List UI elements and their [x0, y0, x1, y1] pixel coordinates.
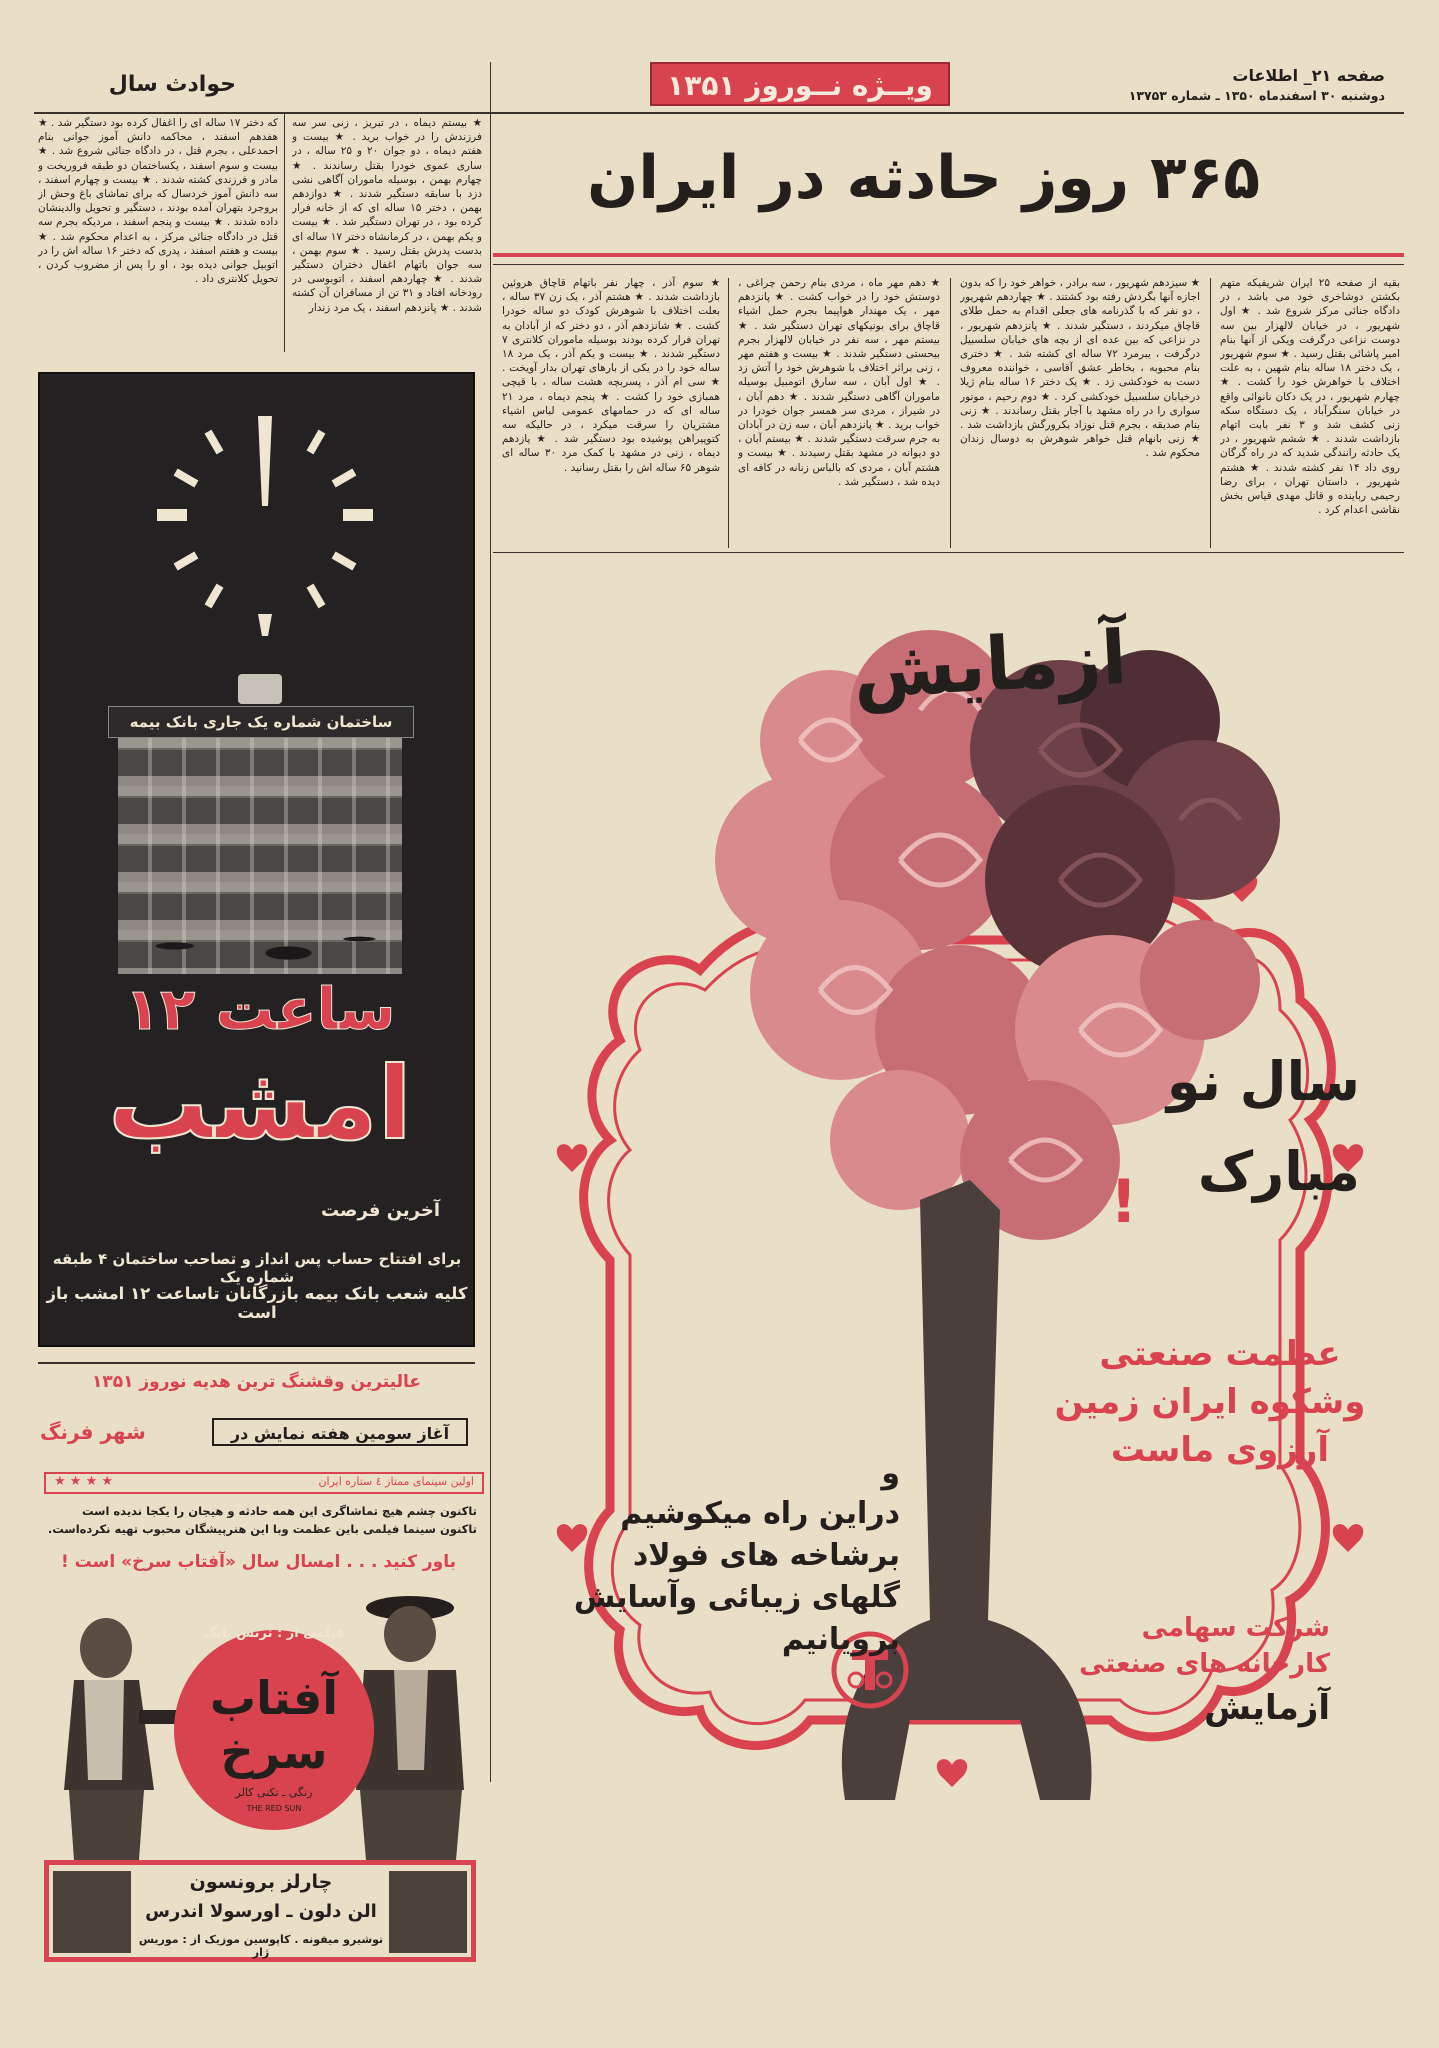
time-text: ساعت ۱۲	[124, 975, 396, 1043]
building-logo	[238, 674, 282, 704]
cast-line-2: الن دلون ـ اورسولا اندرس	[145, 1901, 377, 1922]
heart-ornament	[1333, 1524, 1363, 1552]
top-rule	[34, 112, 1404, 114]
cinema-name: شهر فرنگ	[40, 1420, 146, 1444]
column-divider	[1210, 278, 1211, 548]
film-title-2: سرخ	[220, 1725, 328, 1779]
greeting-line-1: سال نو	[1166, 1050, 1360, 1113]
red-line-2: وشکوه ایران زمین	[1054, 1382, 1366, 1422]
believe-text: باور کنید . . . امسال سال «آفتاب سرخ» است !	[60, 1552, 457, 1572]
article-column-1: بقیه از صفحه ۲۵ ایران شریفیکه متهم بکشتن دوشاخری خود می باشد ، در دادگاه جنائی مرکز شروع شد . ★ اول شهریور ، در خیابان لالهزار بین سه دوست نزاعی درگرفت ویکی از آنها بنام امیر پاشائی بقتل رسید . ★ سوم شهریور ، یک دختر ۱۸ ساله بنام شهین ، به علت اختلاف با خواهرش خود را کشت . ★ چهارم شهریور ، در یک دکان نانوائی واقع در خیابان سنگرآباد ، یک دستگاه سکه زنی کشف شد و ۳ نفر بابت اتهام بازداشت شدند . ★ ششم شهریور ، در یک حادثه رانندگی شدید که در راه گرگان روی داد ۱۴ نفر کشته شدند . ★ هشتم شهریور ، داستان تهران ، برای رضا رحیمی رباینده و قاتل مهدی قیاس بخش نقاشی اعدام کرد .	[1220, 277, 1400, 517]
article-column-3: ★ دهم مهر ماه ، مردی بنام رحمن چراغی ، دوستش خود را در خواب کشت . ★ پانزدهم مهر ، یک مهندار هواپیما بجرم حمل اشیاء قاچاق برای بونیکهای تهران دستگیر شد . ★ بیستم مهر ، سه نفر در خیابان لالهزار بجرم بیحستی دستگیر شدند . ★ بیست و هفتم مهر ، زنی براثر اختلاف با شوهرش خود را آتش زد . ★ اول آبان ، سه سارق اتومبیل بوسیله ماموران آگاهی دستگیر شدند . ★ دهم آبان ، در شیراز ، مردی سر همسر جوان خودرا در خواب برید . ★ پانزدهم آبان ، سه زن در آبادان به جرم سرقت دستگیر شدند . ★ بیستم آبان ، دو دیوانه در مشهد بقتل رسیدند . ★ بیست و هشتم آبان ، مردی که بالباس زنانه در کافه ای دیده شد ، دستگیر شد .	[738, 277, 940, 488]
article-bottom-rule	[493, 552, 1404, 553]
last-chance: آخرین فرصت	[321, 1200, 440, 1221]
bank-line-1: برای افتتاح حساب پس انداز و تصاحب ساختمان ۴ طبقه شماره یک	[52, 1250, 462, 1286]
left-article-column-1: ★ بیستم دیماه ، در تبریز ، زنی سر سه فرزندش را در خواب برید . ★ بیست و هفتم دیماه ، دو جوان ۲۰ و ۲۵ ساله ، در ساری عموی خودرا بقتل رساندند . ★ چهارم بهمن ، بوسیله ماموران آگاهی نشی دزد با سابقه دستگیر شدند . ★ دوازدهم بهمن ، دختر ۱۵ ساله ای که از خانه فرار کرده بود ، در تهران دستگیر شد . ★ بیست و یکم بهمن ، در کرمانشاه دختر ۱۷ ساله ای بدست پدرش بقتل رسید . ★ سوم بهمن ، سه جوان باتهام اغفال دختران دستگیر شدند . ★ چهاردهم اسفند ، اتوبوسی در رودخانه افتاد و ۳۱ تن از مسافران آن کشته شدند . ★ پانزدهم اسفند ، یک مرد زندار	[292, 117, 482, 314]
bank-line-2: کلیه شعب بانک بیمه بازرگانان تاساعت ۱۲ امشب باز است	[46, 1284, 468, 1322]
black-line-3: گلهای زیبائی وآسایش	[573, 1580, 900, 1615]
black-line-4: برویانیم	[781, 1622, 900, 1657]
article-column-2: ★ سیزدهم شهریور ، سه برادر ، خواهر خود را که بدون اجازه آنها بگردش رفته بود کشتند . ★ چهاردهم شهریور ، دو نفر که با گذرنامه های جعلی اقدام به حمل طلای قاچاق میکردند ، دستگیر شدند . ★ پانزدهم شهریور ، در نزاعی که بین عده ای از بچه های خیابان سلسبیل درگرفت ، یبرمرد ۷۲ ساله ای کشته شد . ★ دختری بنام محبوبه ، بخاطر عشق آقاسی ، خواننده معروف دست به خودکشی زد . ★ یک دختر ۱۶ ساله بنام ژیلا درخیابان سلسبیل خودکشی کرد . ★ دوم رحیم ، موتور سواری را در راه مشهد با آجار بقتل رساندند . ★ زنی بنام صدیقه ، بجرم قتل نوزاد بکرورگش بازداشت شد . ★ زنی بانهام قتل خواهر شوهرش به دوسال زندان محکوم شد .	[960, 277, 1200, 460]
third-week-box: آغاز سومین هفته نمایش در	[212, 1418, 468, 1446]
heart-ornament	[557, 1144, 587, 1172]
cast-box	[44, 1860, 476, 1962]
left-article-column-2: که دختر ۱۷ ساله ای را اغفال کرده بود دستگیر شد . ★ هفدهم اسفند ، محاکمه دانش آموز جوانی بنام احمدعلی ، بجرم قتل ، در دادگاه جنائی شروع شد . ★ بیست و سوم اسفند ، یکساختمان دو طبقه فروریخت و مادر و فرزندی کشته شدند . ★ بیست و چهارم اسفند ، سه دانش آموز خردسال که برای تماشای باغ وحش از بروجرد بتهران آمده بودند ، دستگیر و تحویل والدینشان داده شدند . ★ بیست و پنجم اسفند ، مردیکه بجرم سه قتل در دادگاه جنائی مرکز ، به اعدام محکوم شد . ★ بیست و هفتم اسفند ، پدری که دختر ۱۶ ساله اش را در اتوبیل جوانی دیده بود ، او را پس از مضروب کردن ، تحویل کلانتری داد .	[38, 117, 278, 286]
cinema-top-rule	[38, 1362, 475, 1364]
clock-icon	[140, 394, 390, 644]
cast-photo-left	[53, 1871, 131, 1953]
cinema-line-1: تاکنون چشم هیچ تماشاگری این همه حادثه و هیجان را یکجا ندیده است	[81, 1504, 477, 1518]
greeting-line-2: مبارک	[1197, 1140, 1360, 1203]
actor-left-figure	[44, 1610, 184, 1860]
company-line-3: آزمایش	[1204, 1688, 1330, 1728]
black-line-1: دراین راه میکوشیم	[620, 1496, 900, 1531]
headline-red-rule	[493, 253, 1404, 257]
azmayesh-illustration	[500, 560, 1400, 2020]
film-poster	[44, 1590, 476, 1860]
greeting-exclaim: !	[1110, 1167, 1138, 1237]
red-line-3: آرزوی ماست	[1110, 1430, 1330, 1470]
article-column-4: ★ سوم آذر ، چهار نفر باتهام قاچاق هروئین بازداشت شدند . ★ هشتم آذر ، یک زن ۳۷ ساله ، بعلت اختلاف با شوهرش کودک دو ساله خودرا کشت . ★ شانزدهم آذر ، دو دختر که از آبادان به تهران فرار کرده بودند بوسیله ماموران کلانتری ۷ دستگیر شدند . ★ بیست و یکم آذر ، یک مرد ۱۸ ساله خود را در یکی از بارهای تهران بدار آویخت . ★ سی ام آذر ، پسربچه هشت ساله ، با قیچی همبازی خود را کشت . ★ پنجم دیماه ، مرد ۲۱ ساله ای که در حمامهای عمومی لباس اشیاء مشتریان را سرقت میکرد ، در حالیکه سه کتوپیراهن پوشیده بود دستگیر شد . ★ یازدهم دیماه ، زنی در مشهد با کمک مرد ۳۰ ساله ای شوهر ۶۵ ساله اش را بقتل رسانید .	[502, 277, 720, 474]
divider-main-left	[490, 62, 491, 1782]
cast-photo-right	[389, 1871, 467, 1953]
first-cinema-text: اولین سینمای ممتاز ٤ ستاره ایران	[318, 1475, 474, 1488]
cast-line-3: توشیرو میفونه . کاپوسین موزیک از : موریس ژار	[138, 1933, 384, 1959]
black-line-2: برشاخه های فولاد	[632, 1538, 900, 1573]
cast-line-1: چارلز برونسون	[189, 1871, 333, 1893]
building-sign: ساختمان شماره یک جاری بانک بیمه	[108, 706, 414, 738]
building-photo	[100, 674, 420, 974]
english-caption: THE RED SUN	[246, 1804, 302, 1813]
section-title: حوادث سال	[108, 72, 236, 97]
special-banner: ویــژه نــوروز ۱۳۵۱	[650, 62, 950, 106]
tonight-text: امشب	[108, 1045, 412, 1162]
rating-stars: ★ ★ ★ ★	[54, 1474, 114, 1489]
headline: ۳۶۵ روز حادثه در ایران	[587, 143, 1260, 213]
color-note: رنگی ـ تکنی کالر	[235, 1786, 313, 1799]
brand-top: آزمایش	[850, 614, 1130, 716]
date-info: دوشنبه ۳۰ اسفندماه ۱۳۵۰ ـ شماره ۱۳۷۵۳	[1128, 88, 1385, 103]
company-line-2: کارخانه های صنعتی	[1079, 1649, 1330, 1679]
page-info: صفحه ۲۱_ اطلاعات	[1232, 66, 1385, 85]
column-divider	[728, 278, 729, 548]
trees	[118, 904, 402, 974]
director-credit: فیلمی از : ترنس یانگ	[203, 1626, 345, 1641]
heart-ornament	[937, 1759, 967, 1787]
headline-black-rule	[493, 264, 1404, 265]
black-and: و	[881, 1456, 900, 1491]
cinema-tagline: عالیترین وقشنگ ترین هدیه نوروز ۱۳۵۱	[91, 1372, 422, 1392]
first-cinema-box	[44, 1472, 484, 1494]
film-title-1: آفتاب	[209, 1671, 339, 1725]
divider-left-col	[284, 112, 285, 352]
bank-ad	[38, 372, 475, 1347]
cinema-line-2: تاکنون سینما فیلمی باین عظمت وبا این هنرپیشگان محبوب تهیه نکرده‌است.	[47, 1522, 477, 1536]
column-divider	[950, 278, 951, 548]
company-line-1: شرکت سهامی	[1141, 1613, 1330, 1643]
red-line-1: عظمت صنعتی	[1099, 1334, 1341, 1374]
